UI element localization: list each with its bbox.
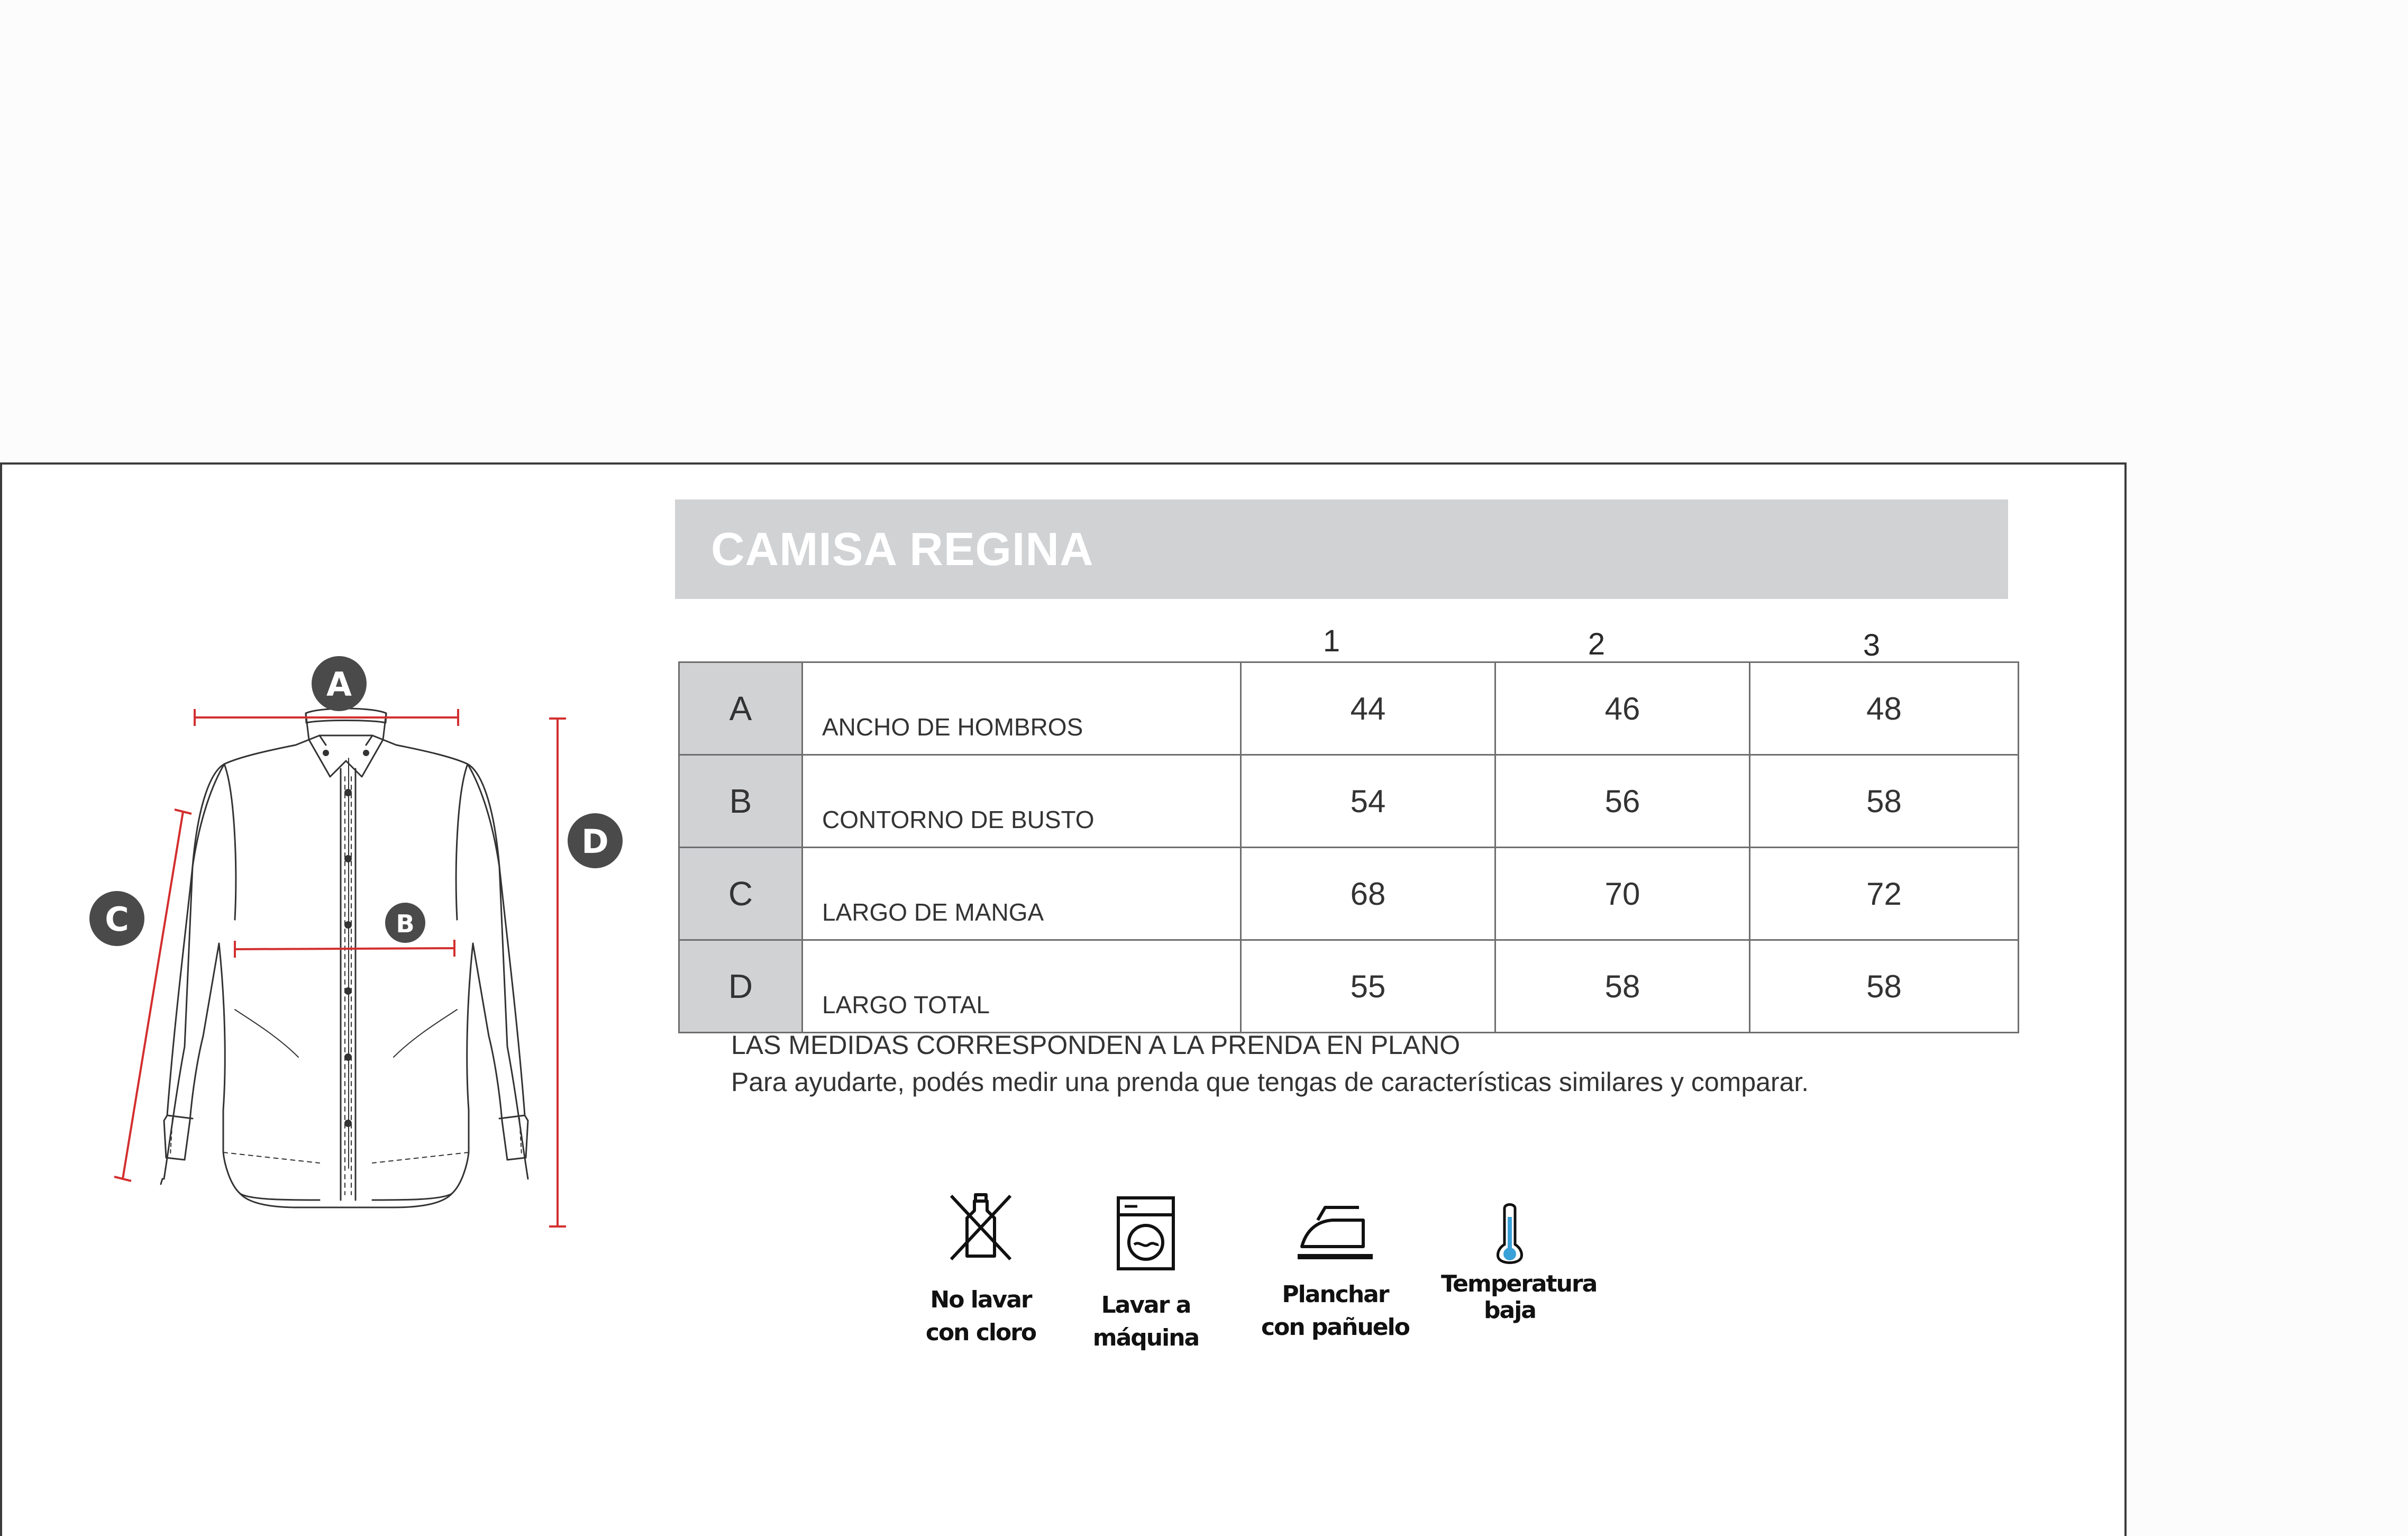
table-cell: 48 (1750, 662, 2019, 755)
row-label: LARGO DE MANGA (802, 848, 1241, 940)
table-cell: 58 (1750, 940, 2019, 1033)
care-caption-line2: máquina (1092, 1324, 1199, 1351)
note-flat-measure: LAS MEDIDAS CORRESPONDEN A LA PRENDA EN PLANO (731, 1030, 1461, 1060)
row-label: ANCHO DE HOMBROS (802, 662, 1241, 755)
care-low-temperature (1441, 1201, 1597, 1324)
care-caption-line2: con pañuelo (1261, 1314, 1409, 1341)
thermometer-icon (1494, 1201, 1526, 1265)
table-row (679, 662, 2019, 755)
row-code: C (679, 848, 802, 940)
washing-machine-icon (1114, 1194, 1178, 1273)
table-cell: 68 (1241, 848, 1495, 940)
care-machine-wash (1077, 1194, 1215, 1355)
no-bleach-icon (944, 1190, 1018, 1265)
table-row (679, 940, 2019, 1033)
row-code: A (679, 662, 802, 755)
size-table (678, 661, 2019, 1033)
row-code: B (679, 755, 802, 848)
table-row (679, 755, 2019, 848)
table-cell: 72 (1750, 848, 2019, 940)
row-label: CONTORNO DE BUSTO (802, 755, 1241, 848)
left-sleeve (164, 764, 224, 1160)
size-header-2: 2 (1588, 627, 1606, 661)
table-row (679, 848, 2019, 940)
table-cell: 55 (1241, 940, 1495, 1033)
row-code: D (679, 940, 802, 1033)
svg-text:A: A (326, 665, 352, 704)
table-cell: 58 (1750, 755, 2019, 848)
badge-b (385, 903, 425, 943)
row-label: LARGO TOTAL (802, 940, 1241, 1033)
note-compare: Para ayudarte, podés medir una prenda que tengas de características similares y comparar. (731, 1067, 1809, 1097)
measure-line-d (549, 719, 566, 1226)
care-caption-line2: con cloro (925, 1319, 1036, 1346)
right-sleeve (468, 764, 528, 1160)
page-title: CAMISA REGINA (711, 523, 1094, 575)
size-header-3: 3 (1863, 628, 1881, 662)
table-cell: 58 (1495, 940, 1750, 1033)
care-iron (1261, 1201, 1409, 1344)
shirt-diagram (2, 465, 637, 1364)
care-caption-line2: baja (1484, 1297, 1536, 1324)
table-cell: 46 (1495, 662, 1750, 755)
care-caption-line1: Temperatura (1441, 1270, 1597, 1297)
badge-a (312, 656, 367, 711)
badge-d (568, 813, 623, 868)
svg-text:B: B (396, 910, 415, 938)
table-cell: 56 (1495, 755, 1750, 848)
size-header-1: 1 (1322, 624, 1340, 658)
table-cell: 44 (1241, 662, 1495, 755)
table-cell: 54 (1241, 755, 1495, 848)
buttons (323, 750, 369, 1127)
care-caption-line1: Lavar a (1101, 1292, 1191, 1319)
title-bar (675, 499, 2008, 599)
measure-line-c (114, 810, 191, 1181)
badge-c (89, 891, 144, 946)
table-cell: 70 (1495, 848, 1750, 940)
iron-icon (1296, 1201, 1375, 1265)
svg-text:D: D (581, 822, 609, 861)
svg-text:C: C (105, 900, 129, 939)
care-caption-line1: Planchar (1282, 1281, 1389, 1308)
measure-line-a (195, 709, 458, 726)
care-caption-line1: No lavar (930, 1286, 1032, 1313)
care-no-bleach (912, 1190, 1050, 1349)
size-guide-sheet (0, 462, 2127, 1536)
